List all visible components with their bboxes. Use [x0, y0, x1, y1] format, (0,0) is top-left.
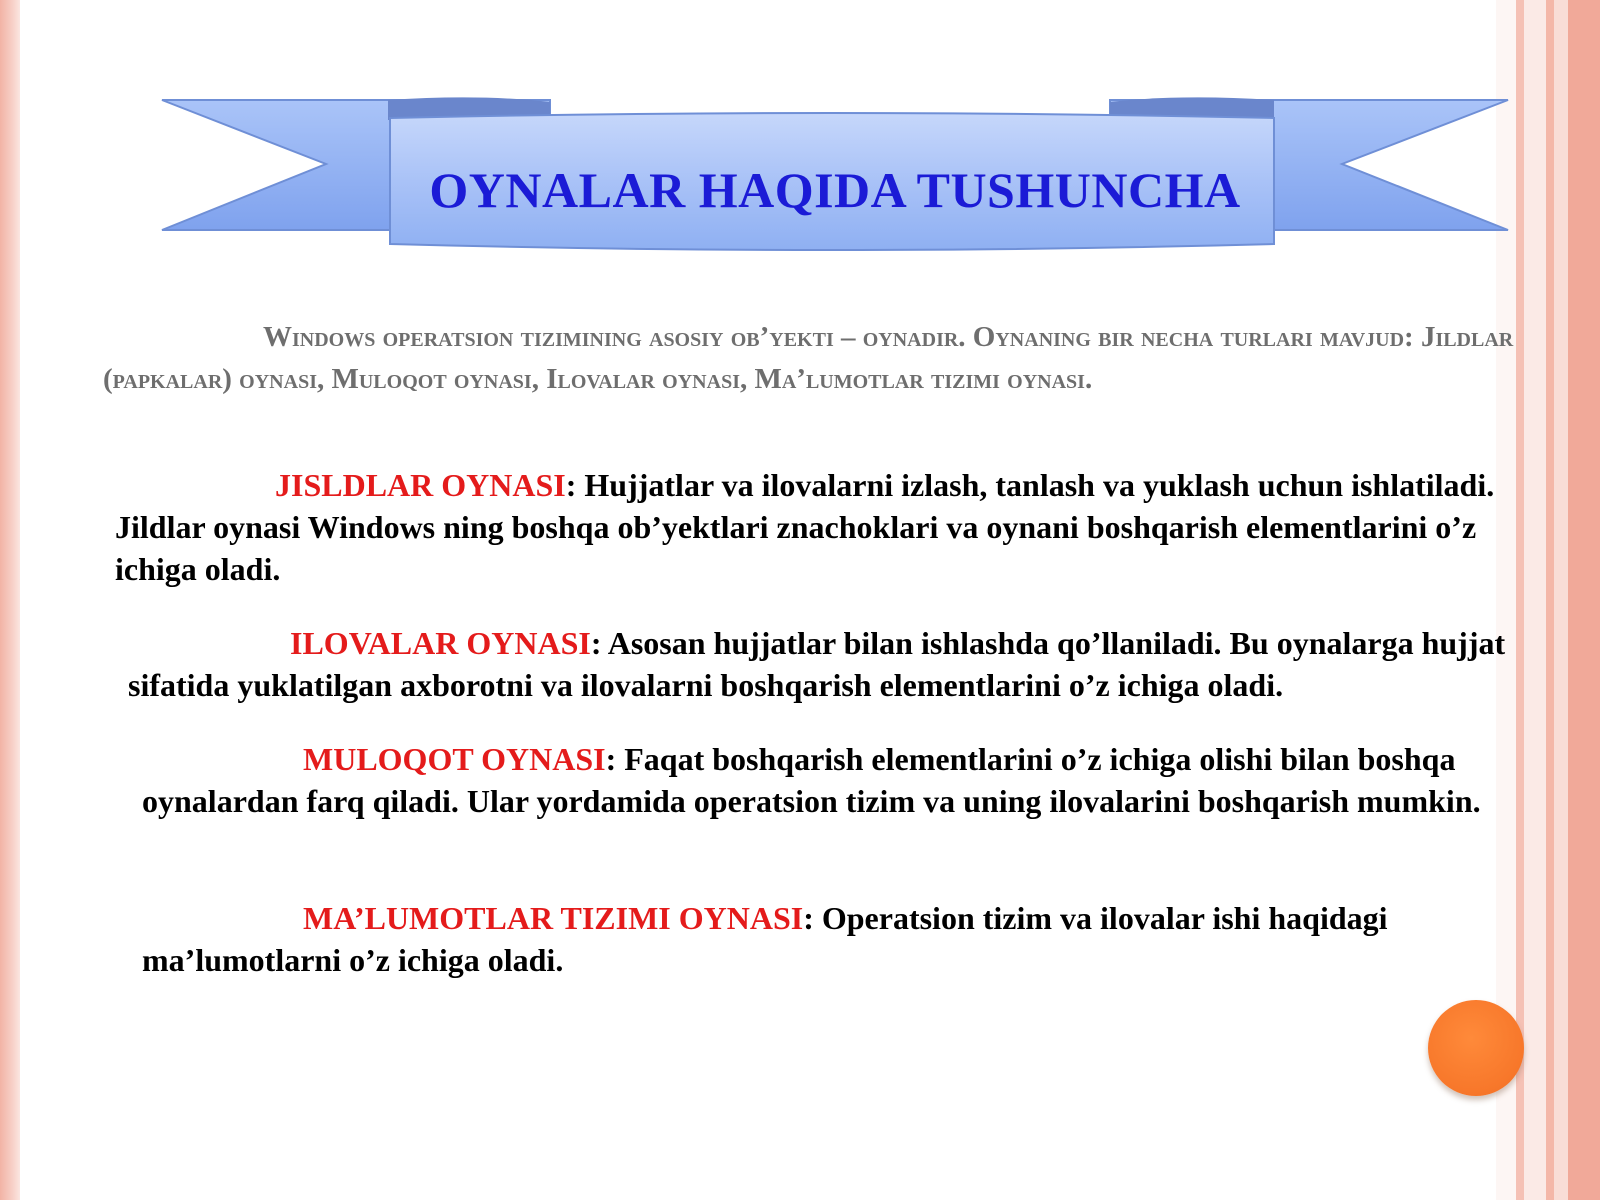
intro-paragraph: [103, 316, 1523, 400]
definition-term: MA’LUMOTLAR TIZIMI OYNASI: [303, 900, 804, 936]
definition-term: MULOQOT OYNASI: [303, 741, 606, 777]
intro-text: O: [972, 321, 996, 353]
intro-text: I: [546, 363, 558, 395]
intro-text: ildlar (papkalar) oynasi,: [103, 321, 1514, 395]
left-decorative-stripe: [0, 0, 20, 1200]
definition-applications-window: [128, 622, 1548, 706]
definition-text: : Asosan hujjatlar bilan ishlashda qo’llaniladi. Bu oynalarga hujjat sifatida yuklatilgan axborotni va ilovalarni boshqarish elementlarini o’z ichiga oladi.: [128, 625, 1506, 703]
intro-text: lovalar oynasi,: [557, 363, 755, 395]
definition-info-system-window: [142, 897, 1532, 981]
intro-text: a’lumotlar tizimi oynasi.: [781, 363, 1093, 395]
definition-text: : Operatsion tizim va ilovalar ishi haqidagi ma’lumotlarni o’z ichiga oladi.: [142, 900, 1388, 978]
definition-term: JISLDLAR OYNASI: [275, 467, 566, 503]
definition-folders-window: [115, 464, 1535, 590]
title-ribbon-banner: [150, 88, 1520, 268]
intro-text: uloqot oynasi,: [358, 363, 547, 395]
slide-title: OYNALAR HAQIDA TUSHUNCHA: [429, 162, 1241, 218]
definition-dialog-window: [142, 738, 1522, 822]
intro-text: J: [1420, 321, 1436, 353]
definition-text: : Faqat boshqarish elementlarini o’z ichiga olishi bilan boshqa oynalardan farq qiladi. Ular yordamida operatsion tizim va uning ilovalarini boshqarish mumkin.: [142, 741, 1481, 819]
orange-circle-decoration: [1428, 1000, 1524, 1096]
intro-text: W: [263, 321, 292, 353]
intro-text: M: [331, 363, 359, 395]
intro-text: indows operatsion tizimining asosiy ob’yekti – oynadir.: [292, 321, 973, 353]
intro-text: ynaning bir necha turlari mavjud:: [995, 321, 1421, 353]
definition-text: : Hujjatlar va ilovalarni izlash, tanlash va yuklash uchun ishlatiladi. Jildlar oynasi Windows ning boshqa ob’yektlari znachoklari va oynani boshqarish elementlarini o’z ichiga oladi.: [115, 467, 1495, 587]
definition-term: ILOVALAR OYNASI: [290, 625, 591, 661]
intro-text: M: [754, 363, 782, 395]
